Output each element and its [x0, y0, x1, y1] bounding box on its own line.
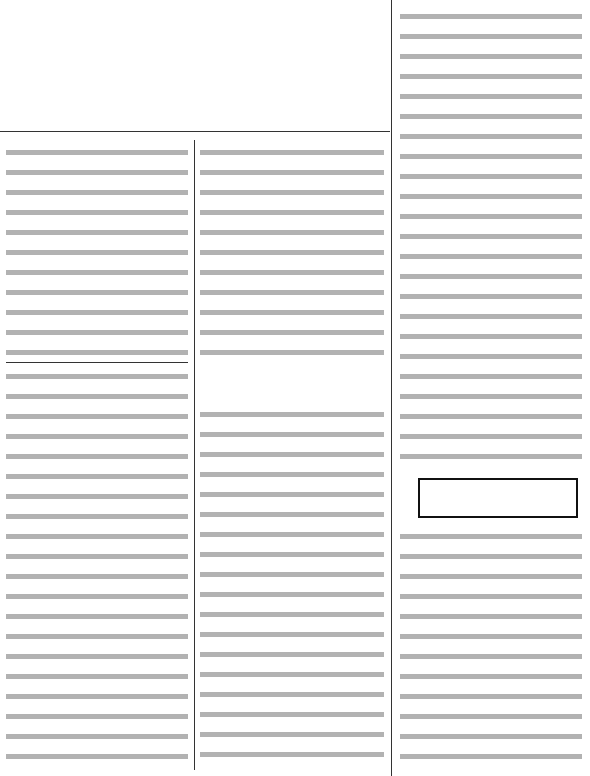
left-c-text [6, 366, 188, 770]
left-a-text [200, 142, 384, 358]
mid-heading [200, 372, 384, 400]
masthead [0, 0, 390, 132]
inset-heading [418, 478, 578, 518]
left-rule [6, 362, 188, 363]
left-b-text [6, 142, 188, 356]
left-d-text [200, 404, 384, 770]
right-column-bottom-text [400, 526, 582, 770]
column-divider [194, 140, 195, 770]
right-column-top-text [400, 6, 582, 470]
right-column [391, 0, 590, 776]
